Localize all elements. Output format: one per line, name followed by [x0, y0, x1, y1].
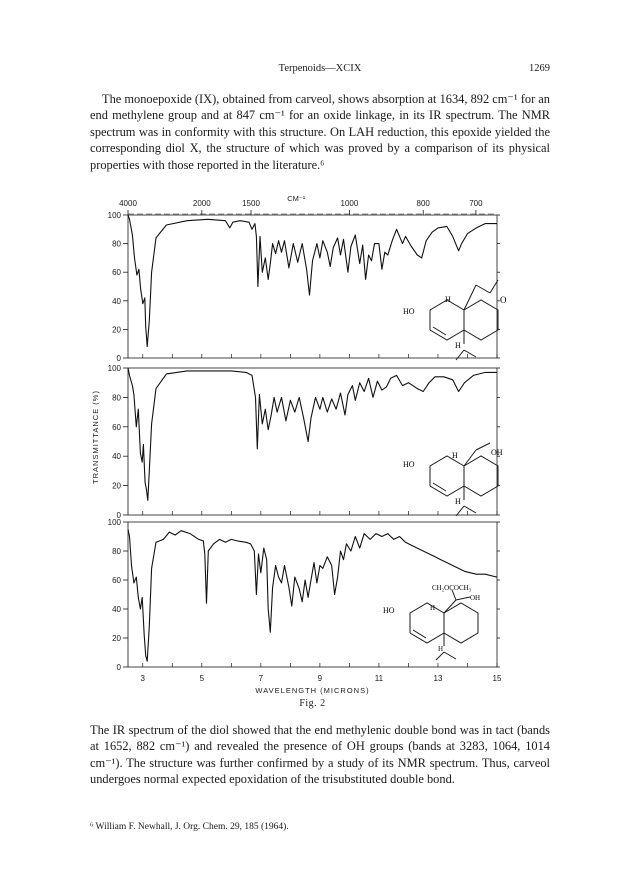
top-axis-tick-label: 800 [416, 199, 430, 208]
y-tick-label: 0 [116, 511, 121, 520]
structure-label-oh: OH [470, 594, 481, 602]
structure-label-ho: HO [403, 307, 415, 316]
running-title: Terpenoids—XCIX [278, 63, 362, 74]
top-axis-tick-label: 1500 [242, 199, 260, 208]
structure-label-h-lower: H [455, 497, 461, 506]
y-tick-label: 60 [112, 268, 121, 278]
page-number: 1269 [529, 63, 550, 74]
x-tick-label: 11 [374, 674, 384, 683]
top-axis-unit: CM⁻¹ [287, 194, 306, 203]
structure-label-ch2ococh3: CH₂OCOCH₃ [432, 584, 472, 592]
y-tick-label: 100 [107, 518, 121, 527]
y-tick-label: 80 [112, 239, 121, 249]
structure-label-h-lower: H [438, 645, 444, 653]
structure-label-o: O [500, 295, 507, 305]
y-tick-label: 20 [112, 481, 121, 491]
structure-diol [403, 443, 503, 516]
top-axis-tick-label: 4000 [119, 199, 137, 208]
figure-caption: Fig. 2 [299, 698, 326, 709]
x-tick-label: 3 [140, 674, 145, 683]
x-tick-label: 15 [492, 674, 502, 683]
structure-label-oh: OH [491, 448, 503, 457]
x-tick-label: 13 [433, 674, 443, 683]
structure-label-h: H [445, 295, 451, 304]
y-tick-label: 60 [112, 576, 121, 585]
intro-paragraph: The monoepoxide (IX), obtained from carveol, shows absorption at 1634, 892 cm⁻¹ for an end methylene group and at 847 cm⁻¹ for an oxide linkage, in its IR spectrum. The NMR spectrum was in conformity with this structure. On LAH reduction, this epoxide yielded the corresponding diol X, the structure of which was proved by a comparison of its physical properties with those reported in the literature.⁶ [90, 92, 550, 172]
spectrum-trace [128, 529, 497, 661]
x-axis-title: WAVELENGTH (MICRONS) [255, 686, 370, 695]
x-tick-label: 9 [317, 674, 323, 683]
x-tick-label: 5 [199, 674, 205, 683]
y-tick-label: 40 [112, 605, 121, 614]
y-tick-label: 20 [112, 325, 121, 335]
structure-label-h: H [452, 451, 458, 460]
structure-label-h: H [430, 604, 436, 612]
y-tick-label: 80 [112, 547, 121, 556]
structure-label-h-lower: H [455, 341, 461, 350]
structure-label-ho: HO [403, 460, 415, 469]
y-tick-label: 0 [116, 354, 121, 363]
y-tick-label: 60 [112, 422, 121, 432]
structure-acetate [383, 584, 480, 660]
top-axis-tick-label: 2000 [192, 199, 211, 208]
x-tick-label: 7 [258, 674, 264, 683]
y-tick-label: 80 [112, 393, 121, 403]
conclusion-paragraph: The IR spectrum of the diol showed that the end methylenic double bond was in tact (bands at 1652, 882 cm⁻¹) and revealed the presence of OH groups (bands at 3283, 1064, 1014 cm⁻¹). The structure was further confirmed by a study of its NMR spectrum. Thus, carveol undergoes normal expected epoxidation of the trisubstituted double bond. [90, 723, 550, 787]
y-tick-label: 40 [112, 452, 121, 462]
y-tick-label: 20 [112, 634, 121, 643]
top-axis-tick-label: 1000 [340, 199, 359, 208]
spectrum-trace [128, 215, 497, 347]
top-axis-tick-label: 700 [469, 199, 483, 208]
structure-epoxide [403, 280, 507, 360]
y-tick-label: 100 [107, 364, 121, 373]
footnote: ⁶ William F. Newhall, J. Org. Chem. 29, 185 (1964). [90, 822, 289, 832]
structure-label-ho: HO [383, 606, 395, 615]
y-tick-label: 0 [116, 663, 121, 672]
y-tick-label: 100 [107, 211, 121, 220]
y-tick-label: 40 [112, 296, 121, 306]
y-axis-title: TRANSMITTANCE (%) [91, 390, 100, 484]
spectrum-trace [128, 368, 497, 500]
